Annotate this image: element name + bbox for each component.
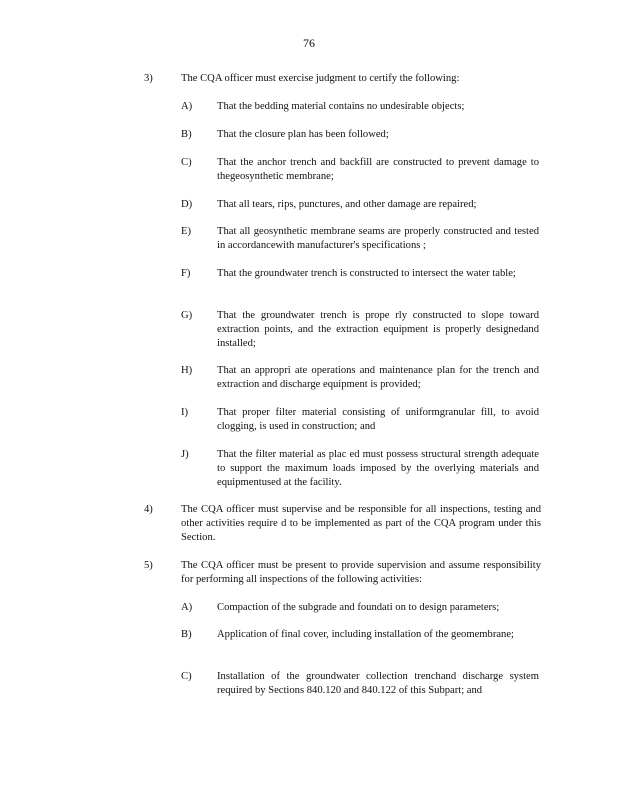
subitem-text: That the groundwater trench is prope rly constructed to slope toward extraction points, and the extraction equipment is properly designedand installed; [217, 310, 539, 349]
subitem-text: That all geosynthetic membrane seams are properly constructed and tested in accordancewith manufacturer's specifications ; [217, 226, 539, 251]
subitem-text: That the groundwater trench is constructed to intersect the water table; [217, 268, 516, 279]
subitem-letter: B) [181, 629, 192, 640]
subitem-text: That the anchor trench and backfill are constructed to prevent damage to thegeosynthetic membrane; [217, 157, 539, 182]
section-number: 4) [144, 504, 153, 515]
subitem-text: That proper filter material consisting of uniformgranular fill, to avoid clogging, is used in construction; and [217, 407, 539, 432]
subitem-letter: A) [181, 101, 193, 112]
subitem-letter: B) [181, 129, 192, 140]
subitem-letter: C) [181, 671, 192, 682]
subitem-text: That the bedding material contains no undesirable objects; [217, 101, 465, 112]
subitem-text: That all tears, rips, punctures, and other damage are repaired; [217, 199, 477, 210]
subitem-letter: J) [181, 449, 189, 460]
subitem-text: That the filter material as plac ed must possess structural strength adequate to support the maximum loads imposed by the overlying materials and equipmentused at the facility. [217, 449, 539, 488]
subitem-letter: H) [181, 365, 193, 376]
section-number: 3) [144, 73, 153, 84]
subitem-letter: C) [181, 157, 192, 168]
subitem-text: Installation of the groundwater collection trenchand discharge system required by Sections 840.120 and 840.122 of this Subpart; and [217, 671, 539, 696]
section-text: The CQA officer must supervise and be responsible for all inspections, testing and other activities require d to be implemented as part of the CQA program under this Section. [181, 504, 541, 543]
subitem-letter: E) [181, 226, 191, 237]
subitem-letter: A) [181, 602, 193, 613]
section-text: The CQA officer must be present to provide supervision and assume responsibility for performing all inspections of the following activities: [181, 560, 541, 585]
subitem-letter: D) [181, 199, 193, 210]
section-number: 5) [144, 560, 153, 571]
subitem-text: That an appropri ate operations and maintenance plan for the trench and extraction and discharge equipment is provided; [217, 365, 539, 390]
subitem-letter: G) [181, 310, 193, 321]
page-number: 76 [303, 36, 315, 50]
section-text: The CQA officer must exercise judgment to certify the following: [181, 73, 460, 84]
subitem-text: Compaction of the subgrade and foundati on to design parameters; [217, 602, 500, 613]
subitem-text: Application of final cover, including installation of the geomembrane; [217, 629, 514, 640]
subitem-text: That the closure plan has been followed; [217, 129, 389, 140]
subitem-letter: F) [181, 268, 191, 279]
subitem-letter: I) [181, 407, 189, 418]
